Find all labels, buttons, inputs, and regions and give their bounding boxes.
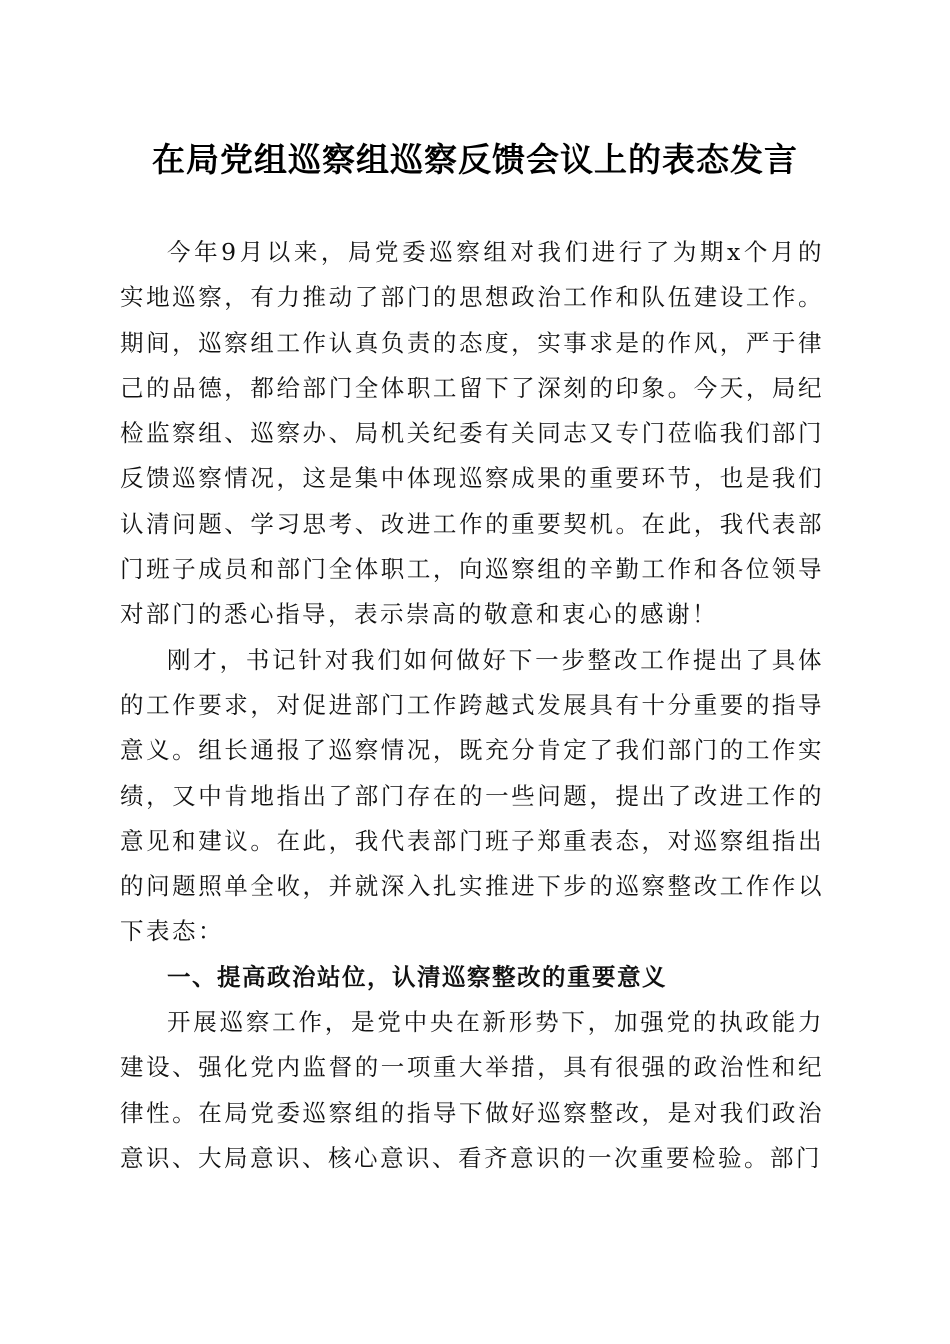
document-body: [120, 230, 824, 1181]
paragraph-response: 刚才，书记针对我们如何做好下一步整改工作提出了具体的工作要求，对促进部门工作跨越式发展具有十分重要的指导意义。组长通报了巡察情况，既充分肯定了我们部门的工作实绩，又中肯地指出了部门存在的一些问题，提出了改进工作的意见和建议。在此，我代表部门班子郑重表态，对巡察组指出的问题照单全收，并就深入扎实推进下步的巡察整改工作作以下表态：: [120, 645, 824, 946]
section-heading-1: 一、提高政治站位，认清巡察整改的重要意义: [167, 962, 667, 991]
paragraph-intro: 今年9月以来，局党委巡察组对我们进行了为期x个月的实地巡察，有力推动了部门的思想政治工作和队伍建设工作。期间，巡察组工作认真负责的态度，实事求是的作风，严于律己的品德，都给部门全体职工留下了深刻的印象。今天，局纪检监察组、巡察办、局机关纪委有关同志又专门莅临我们部门反馈巡察情况，这是集中体现巡察成果的重要环节，也是我们认清问题、学习思考、改进工作的重要契机。在此，我代表部门班子成员和部门全体职工，向巡察组的辛勤工作和各位领导对部门的悉心指导，表示崇高的敬意和衷心的感谢！: [120, 238, 824, 629]
paragraph-section-1: 开展巡察工作，是党中央在新形势下，加强党的执政能力建设、强化党内监督的一项重大举措，具有很强的政治性和纪律性。在局党委巡察组的指导下做好巡察整改，是对我们政治意识、大局意识、核心意识、看齐意识的一次重要检验。部门: [120, 1008, 824, 1172]
document-title: 在局党组巡察组巡察反馈会议上的表态发言: [152, 140, 798, 179]
